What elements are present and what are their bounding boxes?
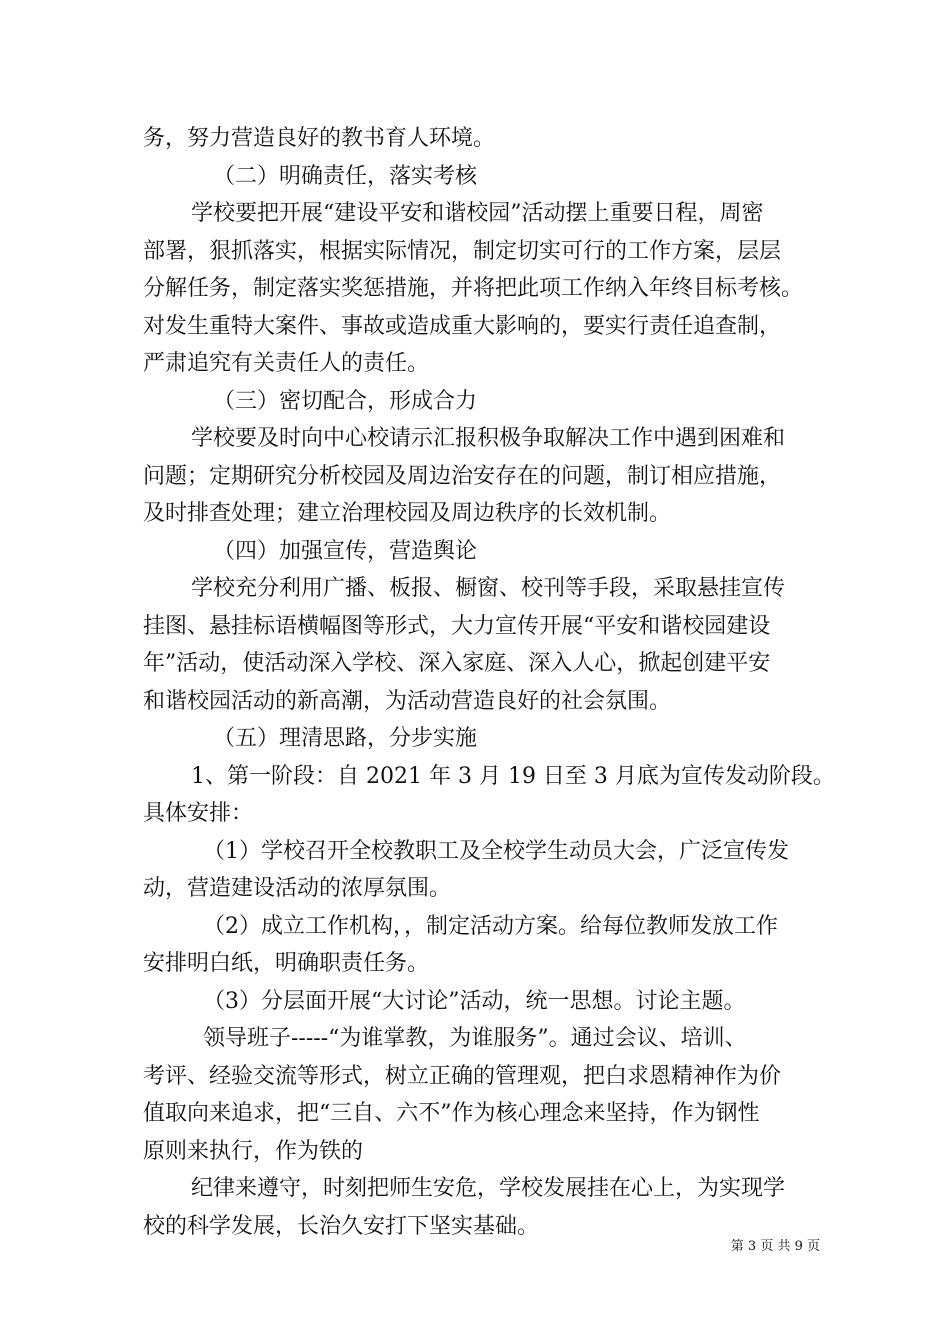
text-line: 学校要把开展“建设平安和谐校园”活动摆上重要日程，周密	[191, 201, 764, 226]
text-line: 及时排查处理；建立治理校园及周边秩序的长效机制。	[143, 501, 672, 526]
text-line: 动，营造建设活动的浓厚氛围。	[143, 876, 452, 901]
page-number: 第 3 页 共 9 页	[730, 1239, 820, 1254]
document-body	[143, 120, 835, 1245]
text-line: 纪律来遵守，时刻把师生安危，学校发展挂在心上，为实现学	[191, 1176, 786, 1201]
text-line: （3）分层面开展“大讨论”活动，统一思想。讨论主题。	[203, 988, 746, 1014]
text-line: 学校充分利用广播、板报、橱窗、校刊等手段，采取悬挂宣传	[191, 576, 786, 601]
section-heading: （二）明确责任，落实考核	[213, 163, 478, 189]
text-line: 和谐校园活动的新高潮，为活动营造良好的社会氛围。	[143, 688, 672, 714]
text-line: 分解任务，制定落实奖惩措施，并将把此项工作纳入年终目标考核。	[143, 276, 804, 301]
text-line: （1）学校召开全校教职工及全校学生动员大会，广泛宣传发	[203, 838, 789, 864]
text-line: 具体安排：	[143, 801, 254, 826]
text-line: 部署，狠抓落实，根据实际情况，制定切实可行的工作方案，层层	[143, 238, 782, 264]
text-line: 务，努力营造良好的教书育人环境。	[143, 126, 496, 151]
text-line: 校的科学发展，长治久安打下坚实基础。	[143, 1213, 540, 1239]
text-line: 严肃追究有关责任人的责任。	[143, 351, 430, 376]
text-line: 1、第一阶段：自 2021 年 3 月 19 日至 3 月底为宣传发动阶段。	[191, 763, 835, 789]
text-line: 值取向来追求，把“三自、六不”作为核心理念来坚持，作为钢性	[143, 1101, 760, 1126]
text-line: 挂图、悬挂标语横幅图等形式，大力宣传开展“平安和谐校园建设	[143, 613, 771, 639]
text-line: 领导班子-----“为谁掌教，为谁服务”。通过会议、培训、	[203, 1026, 747, 1051]
section-heading: （五）理清思路，分步实施	[213, 726, 478, 751]
section-heading: （四）加强宣传，营造舆论	[213, 538, 478, 564]
text-line: 原则来执行，作为铁的	[143, 1138, 364, 1164]
text-line: 考评、经验交流等形式，树立正确的管理观，把白求恩精神作为价	[143, 1063, 782, 1089]
section-heading: （三）密切配合，形成合力	[213, 388, 478, 414]
text-line: 年”活动，使活动深入学校、深入家庭、深入人心，掀起创建平安	[143, 651, 771, 676]
text-line: （2）成立工作机构，，制定活动方案。给每位教师发放工作	[203, 913, 778, 939]
text-line: 问题；定期研究分析校园及周边治安存在的问题，制订相应措施，	[143, 463, 782, 489]
text-line: 对发生重特大案件、事故或造成重大影响的，要实行责任追查制，	[143, 313, 782, 339]
text-line: 学校要及时向中心校请示汇报积极争取解决工作中遇到困难和	[191, 426, 786, 451]
text-line: 安排明白纸，明确职责任务。	[143, 951, 430, 976]
